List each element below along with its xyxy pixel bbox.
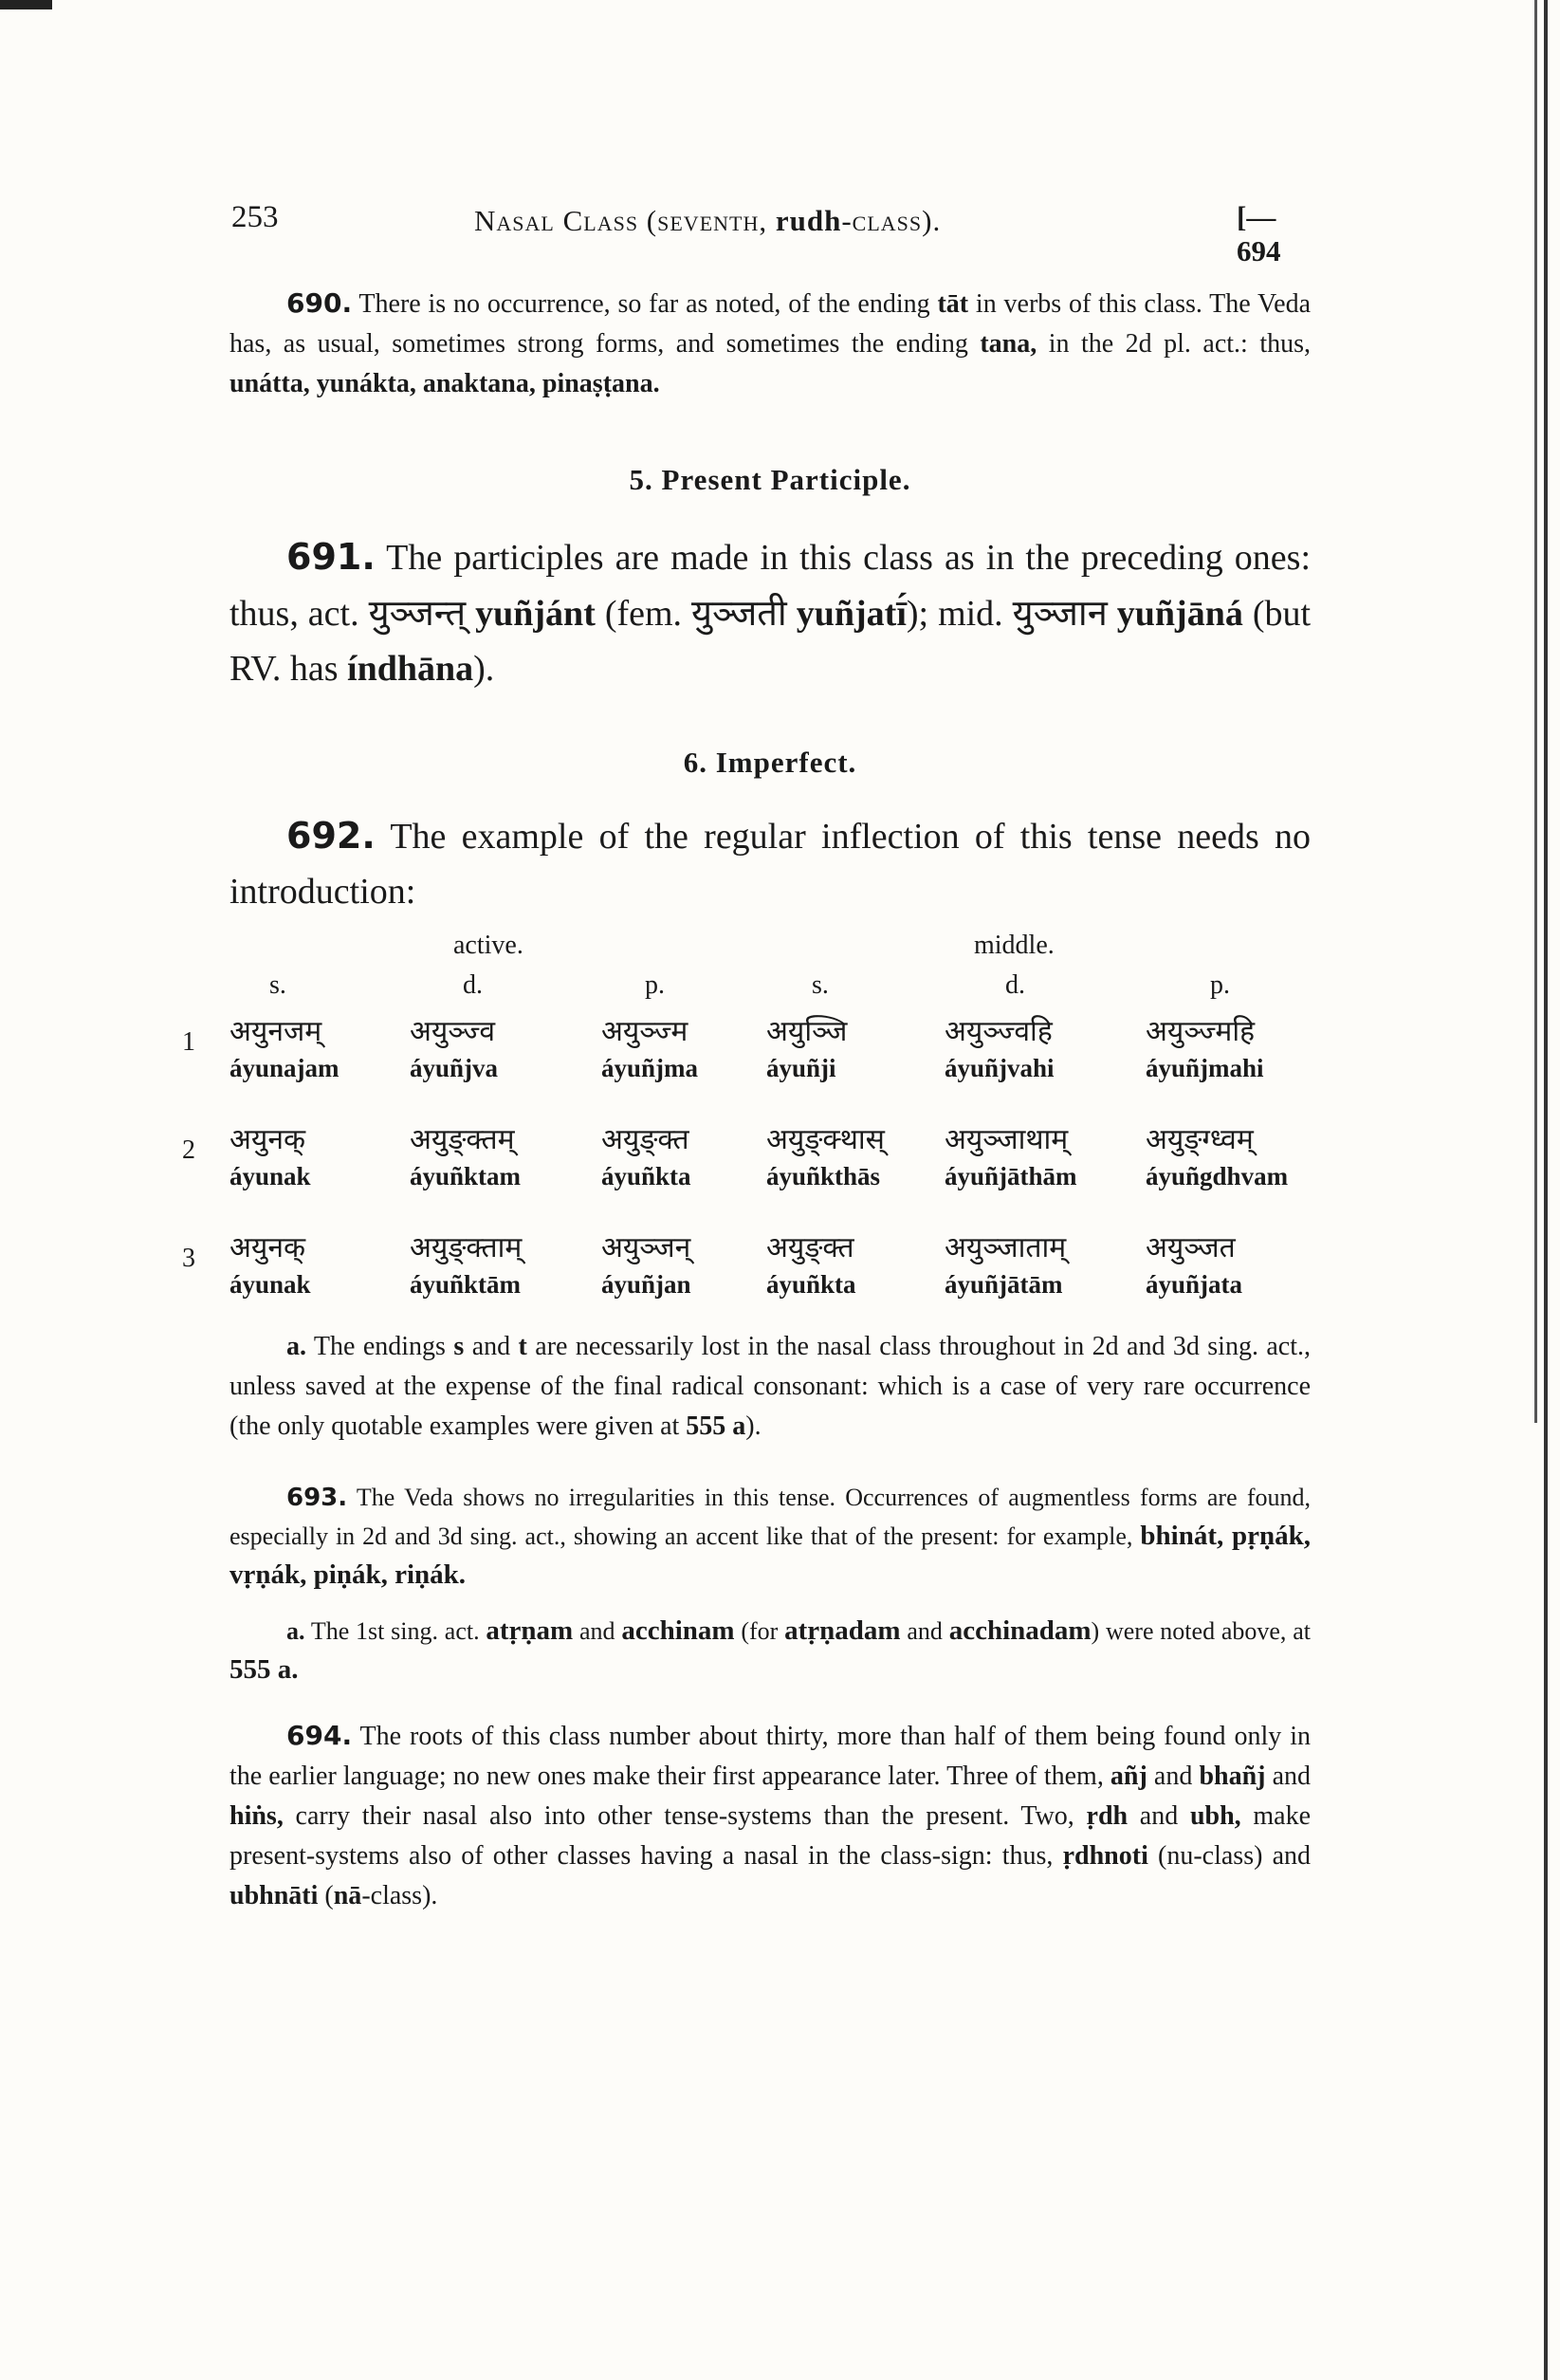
devanagari-form: अयुञ्ज्म [601, 1015, 688, 1048]
term: yuñjánt [466, 594, 596, 634]
number-label: s. [269, 970, 286, 1000]
term: 555 a. [229, 1654, 299, 1685]
number-label: p. [1210, 970, 1230, 1000]
term: ubh, [1189, 1801, 1241, 1831]
transliteration: áyuñjva [410, 1054, 499, 1082]
paradigm-cell [601, 1227, 691, 1300]
paragraph-694 [229, 1716, 1311, 1916]
scan-edge-right [1544, 0, 1548, 2380]
paragraph-691 [229, 529, 1311, 696]
text: The roots of this class number about thirty, more than half of them being found only in the earlier language; no new ones make their first appearance later. Three of them, [229, 1722, 1311, 1791]
text: ); mid. [906, 594, 1013, 634]
devanagari-form: अयुङ्क्त [601, 1123, 689, 1156]
paradigm-cell [1146, 1118, 1288, 1191]
section-heading-present-participle: 5. Present Participle. [629, 463, 911, 496]
paradigm-cell [1146, 1227, 1242, 1300]
term: unátta, yunákta, anaktana, pinaṣṭana. [229, 369, 660, 398]
term: ṛdhnoti [1062, 1841, 1148, 1871]
term: t [518, 1332, 527, 1361]
transliteration: áyuñkta [766, 1270, 856, 1299]
text: and [900, 1617, 949, 1645]
devanagari-form: अयुनजम् [229, 1015, 322, 1048]
paradigm-cell [410, 1010, 498, 1083]
text: The endings [306, 1332, 454, 1361]
text: and [1128, 1801, 1190, 1831]
voice-label-active: active. [453, 931, 523, 960]
scan-edge-gutter [1534, 0, 1537, 1423]
transliteration: áyuñjātām [945, 1270, 1063, 1299]
term: bhinát, pṛṇák, vṛṇák, piṇák, riṇák. [229, 1521, 1312, 1590]
devanagari-form: अयुञ्ज्व [410, 1015, 496, 1048]
section-number: 690. [286, 287, 353, 319]
scan-edge-top [0, 0, 52, 9]
text: (fem. [595, 594, 692, 634]
text: in the 2d pl. act.: thus, [1037, 329, 1311, 359]
paradigm-cell [766, 1118, 885, 1191]
number-label: d. [463, 970, 483, 1000]
section-number: 693. [286, 1484, 348, 1512]
subsection-label: a. [286, 1617, 305, 1645]
paragraph-692 [229, 808, 1311, 919]
row-number: 3 [182, 1244, 195, 1273]
section-number: 691. [286, 536, 376, 578]
text: There is no occurrence, so far as noted, of the ending [352, 289, 938, 319]
term: hiṅs, [229, 1801, 284, 1831]
transliteration: áyuñjma [601, 1054, 699, 1082]
term: añj [1110, 1762, 1147, 1791]
paradigm-cell [601, 1118, 691, 1191]
running-title-part: -class). [841, 204, 942, 237]
transliteration: áyunajam [229, 1054, 340, 1082]
term: atṛṇam [486, 1615, 574, 1646]
paradigm-cell [1146, 1010, 1264, 1083]
text: and [1147, 1762, 1200, 1791]
transliteration: áyuñgdhvam [1146, 1162, 1289, 1190]
paradigm-cell [229, 1118, 311, 1191]
text: (nu-class) and [1147, 1841, 1312, 1871]
paradigm-table [182, 931, 1311, 1310]
section-reference: [—694 [1237, 200, 1281, 268]
number-label: p. [645, 970, 665, 1000]
transliteration: áyuñjata [1146, 1270, 1243, 1299]
text: make present-systems also of other classes having a nasal in the class-sign: thus, [229, 1801, 1311, 1871]
devanagari-form: युञ्जती [691, 592, 787, 634]
text: in verbs of this class. The Veda has, as usual, sometimes strong forms, and sometimes the ending [229, 289, 1311, 359]
paradigm-cell [229, 1010, 340, 1083]
paragraph-693a [229, 1612, 1311, 1689]
devanagari-form: युञ्जान [1012, 592, 1108, 634]
text: The example of the regular inflection of this tense needs no introduction: [229, 817, 1311, 912]
row-number: 1 [182, 1027, 195, 1057]
number-label: s. [812, 970, 829, 1000]
section-number: 694. [286, 1720, 353, 1751]
term: atṛṇadam [784, 1615, 901, 1646]
transliteration: áyuñkta [601, 1162, 691, 1190]
paradigm-cell [945, 1227, 1066, 1300]
term: acchinam [621, 1615, 735, 1646]
term: tāt [937, 289, 969, 319]
text: The 1st sing. act. [304, 1617, 486, 1645]
text: ( [318, 1881, 334, 1910]
devanagari-form: अयुञ्ज्वहि [945, 1015, 1053, 1048]
devanagari-form: अयुङ्क्त [766, 1231, 854, 1264]
devanagari-form: अयुञ्ज्महि [1146, 1015, 1256, 1048]
term: tana, [980, 329, 1037, 359]
devanagari-form: अयुञ्जाथाम् [945, 1123, 1069, 1156]
term: 555 a [686, 1411, 746, 1441]
term: s [453, 1332, 465, 1361]
text: ) were noted above, at [1091, 1617, 1311, 1645]
transliteration: áyuñktam [410, 1162, 522, 1190]
devanagari-form: अयुञ्जाताम् [945, 1231, 1067, 1264]
number-label: d. [1005, 970, 1025, 1000]
devanagari-form: अयुङ्क्ताम् [410, 1231, 523, 1264]
transliteration: áyuñktām [410, 1270, 522, 1299]
devanagari-form: अयुङ्क्तम् [410, 1123, 515, 1156]
text: are necessarily lost in the nasal class throughout in 2d and 3d sing. act., unless saved at the expense of the final radical consonant: which is a case of very rare occurrence (the only quotable examples were given at [229, 1332, 1311, 1441]
transliteration: áyuñji [766, 1054, 836, 1082]
paradigm-cell [410, 1118, 521, 1191]
transliteration: áyuñjmahi [1146, 1054, 1264, 1082]
subsection-label: a. [286, 1332, 306, 1361]
transliteration: áyuñjāthām [945, 1162, 1077, 1190]
term: nā [333, 1881, 362, 1910]
devanagari-form: अयुञ्जि [766, 1015, 848, 1048]
text: (but RV. has [229, 594, 1312, 689]
paragraph-693 [229, 1479, 1311, 1595]
section-heading-imperfect: 6. Imperfect. [683, 746, 857, 779]
paradigm-cell [945, 1010, 1055, 1083]
text: (for [734, 1617, 785, 1645]
term: índhāna [347, 649, 474, 689]
devanagari-form: अयुञ्जत [1146, 1231, 1236, 1264]
transliteration: áyuñkthās [766, 1162, 881, 1190]
book-page [182, 194, 1312, 1916]
text: ). [473, 649, 495, 689]
term: acchinadam [948, 1615, 1092, 1646]
page-number: 253 [231, 200, 279, 234]
text: and [464, 1332, 519, 1361]
paradigm-cell [410, 1227, 522, 1300]
section-number: 692. [286, 815, 376, 857]
text: and [1265, 1762, 1311, 1791]
voice-label-middle: middle. [974, 931, 1055, 960]
paradigm-cell [229, 1227, 311, 1300]
running-title-root: rudh [775, 204, 842, 237]
paragraph-692a [229, 1327, 1311, 1447]
running-title-part: Nasal Class (seventh, [474, 204, 776, 237]
text: ). [745, 1411, 762, 1441]
devanagari-form: अयुङ्क्थास् [766, 1123, 885, 1156]
term: bhañj [1199, 1762, 1266, 1791]
running-title [474, 204, 941, 238]
devanagari-form: अयुङ्ग्ध्वम् [1146, 1123, 1254, 1156]
paradigm-cell [945, 1118, 1077, 1191]
text: The participles are made in this class as in the preceding ones: thus, act. [229, 538, 1311, 634]
transliteration: áyunak [229, 1162, 311, 1190]
running-header [229, 194, 1311, 268]
transliteration: áyunak [229, 1270, 311, 1299]
term: ṛdh [1086, 1801, 1129, 1831]
text: The Veda shows no irregularities in this tense. Occurrences of augmentless forms are found, especially in 2d and 3d sing. act., showing an accent like that of the present: for example, [229, 1484, 1311, 1550]
devanagari-form: अयुञ्जन् [601, 1231, 691, 1264]
transliteration: áyuñjan [601, 1270, 691, 1299]
text: carry their nasal also into other tense-systems than the present. Two, [283, 1801, 1087, 1831]
paradigm-cell [766, 1010, 847, 1083]
text: -class). [361, 1881, 438, 1910]
text: and [573, 1617, 622, 1645]
row-number: 2 [182, 1135, 195, 1165]
transliteration: áyuñjvahi [945, 1054, 1055, 1082]
devanagari-form: अयुनक् [229, 1231, 306, 1264]
paragraph-690 [229, 284, 1311, 404]
devanagari-form: अयुनक् [229, 1123, 306, 1156]
term: ubhnāti [229, 1881, 319, 1910]
paradigm-cell [601, 1010, 698, 1083]
paradigm-cell [766, 1227, 856, 1300]
term: yuñjāná [1107, 594, 1243, 634]
devanagari-form: युञ्जन्त् [368, 592, 467, 634]
term: yuñjatī́ [786, 594, 907, 634]
